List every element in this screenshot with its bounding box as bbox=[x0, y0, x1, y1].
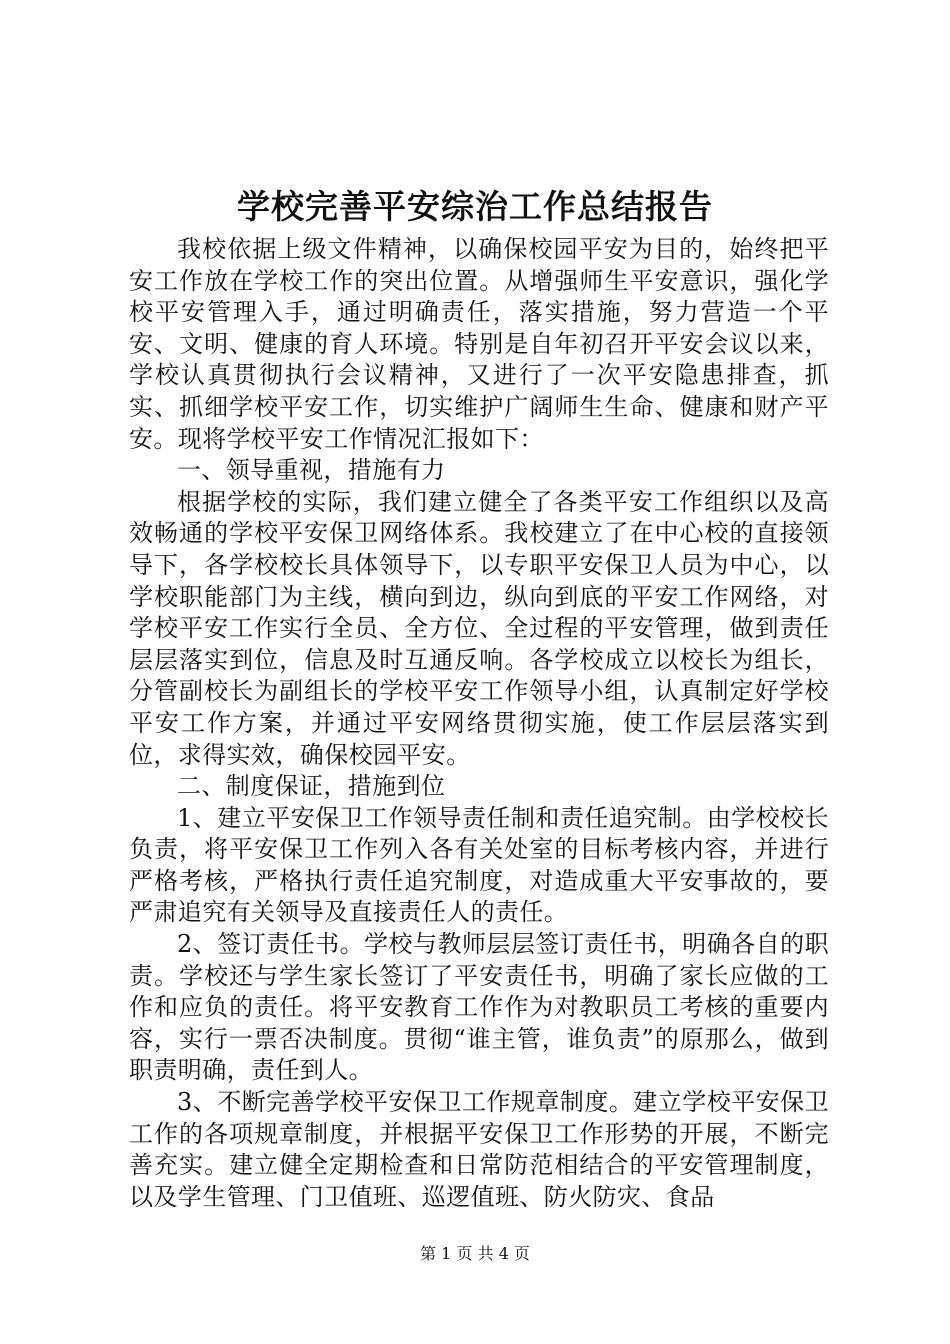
paragraph-item-1: 1、建立平安保卫工作领导责任制和责任追究制。由学校校长负责，将平安保卫工作列入各有关处室的目标考核内容，并进行严格考核，严格执行责任追究制度，对造成重大平安事故的，要严肃追究有关领导及直接责任人的责任。 bbox=[129, 803, 829, 927]
section-heading-1: 一、领导重视，措施有力 bbox=[177, 456, 446, 485]
paragraph-item-3: 3、不断完善学校平安保卫工作规章制度。建立学校平安保卫工作的各项规章制度，并根据平安保卫工作形势的开展，不断完善充实。建立健全定期检查和日常防范相结合的平安管理制度，以及学生管理、门卫值班、巡逻值班、防火防灾、食品 bbox=[129, 1088, 829, 1211]
document-body bbox=[129, 234, 829, 1213]
paragraph-item-2: 2、签订责任书。学校与教师层层签订责任书，明确各自的职责。学校还与学生家长签订了平安责任书，明确了家长应做的工作和应负的责任。将平安教育工作作为对教职员工考核的重要内容，实行一票否决制度。贯彻“谁主管，谁负责”的原那么，做到职责明确，责任到人。 bbox=[129, 930, 829, 1085]
page-number-footer: 第 1 页 共 4 页 bbox=[420, 1244, 530, 1263]
document-title: 学校完善平安综治工作总结报告 bbox=[237, 187, 713, 226]
section-heading-2: 二、制度保证，措施到位 bbox=[177, 772, 446, 801]
paragraph-section-1: 根据学校的实际，我们建立健全了各类平安工作组织以及高效畅通的学校平安保卫网络体系。我校建立了在中心校的直接领导下，各学校校长具体领导下，以专职平安保卫人员为中心，以学校职能部门为主线，横向到边，纵向到底的平安工作网络，对学校平安工作实行全员、全方位、全过程的平安管理，做到责任层层落实到位，信息及时互通反响。各学校成立以校长为组长，分管副校长为副组长的学校平安工作领导小组，认真制定好学校平安工作方案，并通过平安网络贯彻实施，使工作层层落实到位，求得实效，确保校园平安。 bbox=[129, 487, 829, 769]
paragraph-intro: 我校依据上级文件精神，以确保校园平安为目的，始终把平安工作放在学校工作的突出位置。从增强师生平安意识，强化学校平安管理入手，通过明确责任，落实措施，努力营造一个平安、文明、健康的育人环境。特别是自年初召开平安会议以来，学校认真贯彻执行会议精神，又进行了一次平安隐患排查，抓实、抓细学校平安工作，切实维护广阔师生生命、健康和财产平安。现将学校平安工作情况汇报如下： bbox=[129, 235, 829, 453]
